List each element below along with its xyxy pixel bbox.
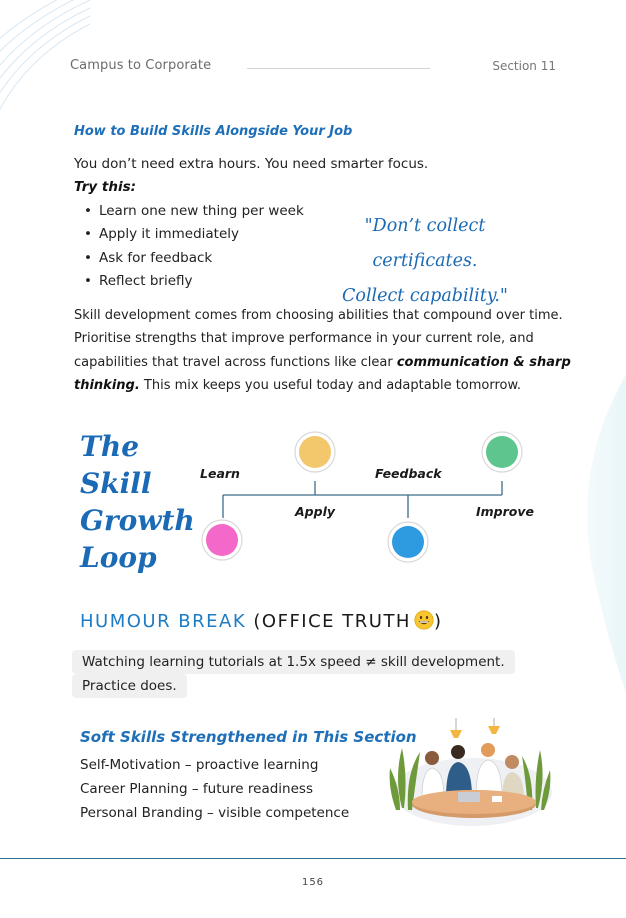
tip-item: • Learn one new thing per week xyxy=(84,202,304,225)
skill-loop-diagram xyxy=(190,420,550,580)
soft-skills-list xyxy=(80,755,349,827)
humour-line: Watching learning tutorials at 1.5x speed ≠ skill development. xyxy=(72,650,515,674)
humour-heading-close: ) xyxy=(433,611,443,632)
soft-skill-item: Personal Branding – visible competence xyxy=(80,805,350,821)
skill-loop-title xyxy=(80,428,200,576)
page-number: 156 xyxy=(301,877,325,888)
soft-skill-item: Career Planning – future readiness xyxy=(80,781,313,797)
humour-heading xyxy=(80,610,443,632)
step-learn xyxy=(200,466,242,560)
header-title: Campus to Corporate xyxy=(70,58,212,73)
tip-item: • Reflect briefly xyxy=(84,272,304,295)
section-heading-build-skills: How to Build Skills Alongside Your Job xyxy=(74,124,353,139)
paragraph-text: This mix keeps you useful today and adaptable tomorrow. xyxy=(139,377,522,393)
step-label: Feedback xyxy=(375,466,442,481)
humour-line: Practice does. xyxy=(72,674,187,698)
tips-list xyxy=(84,202,304,295)
step-label: Improve xyxy=(476,504,535,519)
body-paragraph xyxy=(74,304,574,397)
try-this-label: Try this: xyxy=(74,179,137,195)
team-meeting-illustration xyxy=(388,718,553,830)
step-dot xyxy=(206,524,238,556)
soft-skill-item: Self-Motivation – proactive learning xyxy=(80,757,319,773)
step-improve xyxy=(476,432,534,519)
step-label: Apply xyxy=(295,504,336,519)
step-dot xyxy=(392,526,424,558)
paragraph-emphasis: communication & sharp thinking. xyxy=(74,354,571,393)
footer-divider xyxy=(0,858,626,859)
pull-quote xyxy=(310,209,540,314)
quote-line: Collect capability." xyxy=(342,286,508,306)
title-line: The xyxy=(80,430,140,463)
tip-item: • Apply it immediately xyxy=(84,225,304,248)
paragraph-text: Skill development comes from choosing abilities that compound over time. Prioritise strengths that improve performance in your current role, and capabilities that travel across functions like clear xyxy=(74,308,563,370)
header-section-label: Section 11 xyxy=(492,59,556,73)
tip-item: • Ask for feedback xyxy=(84,249,304,272)
soft-skills-heading: Soft Skills Strengthened in This Section xyxy=(80,728,417,746)
step-dot xyxy=(486,436,518,468)
humour-heading-highlight: HUMOUR BREAK xyxy=(80,611,247,632)
grinning-face-icon xyxy=(414,610,434,630)
step-apply xyxy=(294,432,336,519)
title-line: Loop xyxy=(80,541,157,574)
step-label: Learn xyxy=(200,466,240,481)
header-divider xyxy=(247,68,430,69)
title-line: Growth xyxy=(80,504,195,537)
title-line: Skill xyxy=(80,467,152,500)
humour-heading-text: (OFFICE TRUTH xyxy=(246,611,411,632)
step-dot xyxy=(299,436,331,468)
intro-text: You don’t need extra hours. You need smarter focus. xyxy=(74,156,429,172)
quote-line: "Don’t collect certificates. xyxy=(364,216,486,271)
